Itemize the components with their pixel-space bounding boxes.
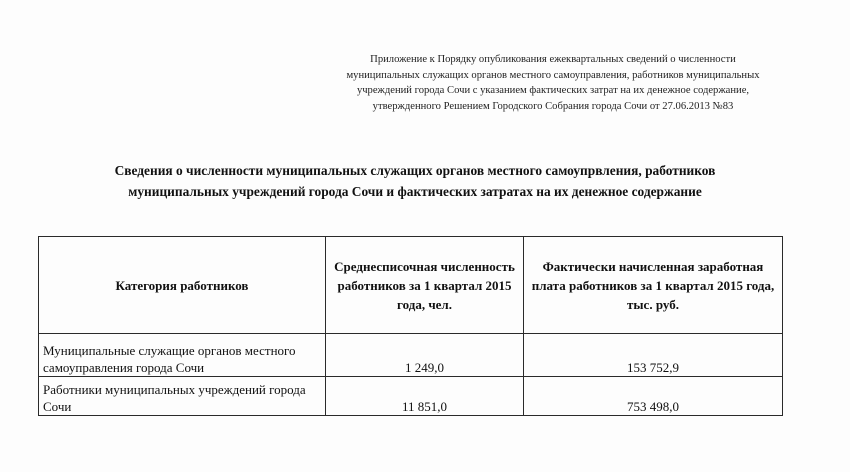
- header-salary: Фактически начисленная заработная плата работников за 1 квартал 2015 года, тыс. руб.: [524, 237, 783, 334]
- appendix-line: муниципальных служащих органов местного самоуправления, работников муниципальных: [346, 69, 760, 81]
- appendix-note: [318, 52, 788, 114]
- title-line: Сведения о численности муниципальных служащих органов местного самоупрвления, работников: [114, 163, 716, 178]
- appendix-line: учреждений города Сочи с указанием фактических затрат на их денежное содержание,: [356, 85, 750, 96]
- table-row: [39, 334, 783, 377]
- title-line: муниципальных учреждений города Сочи и фактических затратах на их денежное содержание: [128, 184, 702, 199]
- document-title: [20, 160, 810, 202]
- header-headcount: Среднесписочная численность работников за 1 квартал 2015 года, чел.: [326, 237, 524, 334]
- headcount-value: 11 851,0: [401, 399, 448, 414]
- row-headcount: [326, 377, 524, 416]
- header-category: Категория работников: [39, 237, 326, 334]
- appendix-line: утвержденного Решением Городского Собрания города Сочи от 27.06.2013 №83: [372, 100, 734, 112]
- salary-value: 153 752,9: [627, 360, 679, 375]
- headcount-value: 1 249,0: [405, 360, 444, 375]
- salary-value: 753 498,0: [627, 399, 679, 414]
- row-salary: [524, 334, 783, 377]
- row-headcount: [326, 334, 524, 377]
- row-category: Работники муниципальных учреждений города Сочи: [39, 377, 326, 416]
- appendix-line: Приложение к Порядку опубликования ежеквартальных сведений о численности: [370, 54, 736, 65]
- staff-table: [38, 236, 783, 416]
- table-row: [39, 377, 783, 416]
- row-salary: [524, 377, 783, 416]
- row-category: Муниципальные служащие органов местного самоуправления города Сочи: [39, 334, 326, 377]
- table-header-row: [39, 237, 783, 334]
